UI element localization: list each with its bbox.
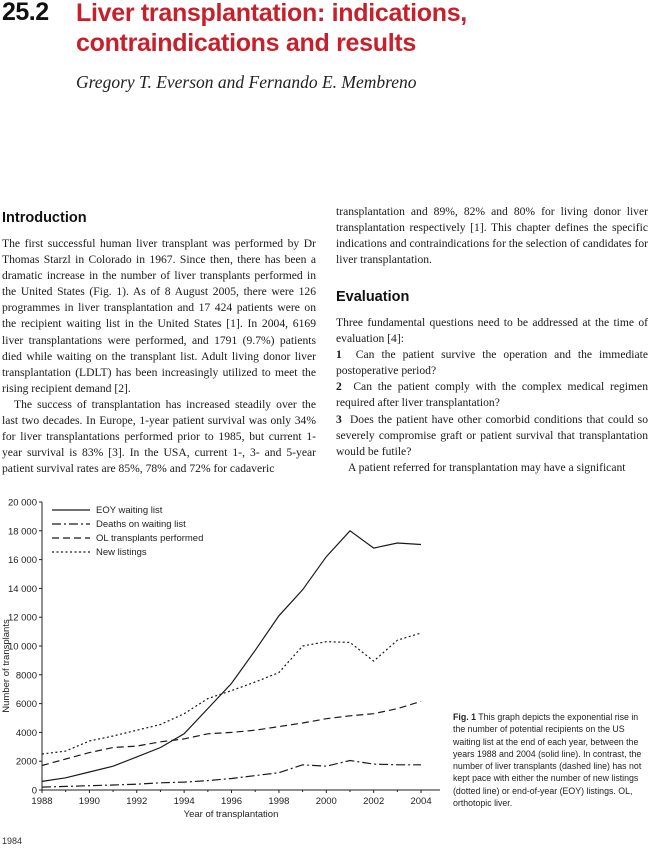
evaluation-last-paragraph: A patient referred for transplantation may have a significant <box>348 460 626 474</box>
question-1 <box>336 347 648 379</box>
right-column-top-text <box>336 204 648 268</box>
legend-label: New listings <box>96 547 147 558</box>
y-tick-label: 20 000 <box>7 497 37 509</box>
x-axis-label: Year of transplantation <box>183 809 279 820</box>
y-tick-label: 16 000 <box>7 555 37 567</box>
x-tick-label: 1992 <box>126 796 148 807</box>
evaluation-intro: Three fundamental questions need to be addressed at the time of evaluation [4]: <box>336 316 648 346</box>
figure-caption <box>453 711 649 809</box>
left-column-text <box>2 236 316 477</box>
series-line-ol-transplants-performed <box>42 701 421 765</box>
chapter-title <box>76 0 467 58</box>
x-tick-label: 1988 <box>31 796 53 807</box>
legend-label: Deaths on waiting list <box>96 519 186 530</box>
chapter-title-line-2: contraindications and results <box>76 29 416 57</box>
y-tick-label: 4000 <box>15 727 37 739</box>
authors: Gregory T. Everson and Fernando E. Membreno <box>76 72 417 92</box>
y-tick-label: 8000 <box>15 670 37 682</box>
section-heading-evaluation: Evaluation <box>336 289 410 305</box>
question-3-number: 3 <box>336 412 342 426</box>
question-2 <box>336 379 648 411</box>
x-tick-label: 2002 <box>363 796 385 807</box>
series-line-eoy-waiting-list <box>42 531 421 782</box>
transplant-trends-chart <box>0 495 450 825</box>
continued-paragraph: transplantation and 89%, 82% and 80% for living donor liver transplantation respectively [1]. This chapter defines the specific indications and contraindications for the selection of candidates for liver transplantation. <box>336 205 648 267</box>
legend-label: EOY waiting list <box>96 505 163 516</box>
y-tick-label: 6000 <box>15 699 37 711</box>
x-tick-label: 2000 <box>315 796 337 807</box>
x-tick-label: 1996 <box>220 796 243 807</box>
legend-label: OL transplants performed <box>96 533 204 544</box>
figure-label: Fig. 1 <box>453 712 476 722</box>
intro-paragraph-2: The success of transplantation has increased steadily over the last two decades. In Europe, 1-year patient survival was only 34% for liver transplantations performed prior to 1985, but current 1-year survival is 83% [3]. In the USA, current 1-, 3- and 5-year patient survival rates are 85%, 78% and 72% for cadaveric <box>2 397 316 476</box>
y-tick-label: 2000 <box>15 756 37 768</box>
question-3-text: Does the patient have other comorbid conditions that could so severely compromise graft or patient survival that transplantation would be futile? <box>336 412 648 458</box>
x-tick-label: 1998 <box>268 796 290 807</box>
y-tick-label: 12 000 <box>7 612 37 624</box>
section-heading-introduction: Introduction <box>2 210 87 226</box>
series-line-new-listings <box>42 633 421 754</box>
y-axis-label: Number of transplants <box>1 619 12 713</box>
page-number: 1984 <box>2 836 23 846</box>
series-line-deaths-on-waiting-list <box>42 761 421 788</box>
x-tick-label: 1994 <box>173 796 195 807</box>
chapter-title-line-1: Liver transplantation: indications, <box>76 0 467 27</box>
y-tick-label: 10 000 <box>7 641 37 653</box>
y-tick-label: 14 000 <box>7 583 37 595</box>
y-tick-label: 0 <box>31 785 37 797</box>
question-2-text: Can the patient comply with the complex medical regimen required after liver transplantation? <box>336 380 648 410</box>
x-tick-label: 1990 <box>78 796 100 807</box>
figure-caption-text: This graph depicts the exponential rise in the number of potential recipients on the US waiting list at the end of each year, between the years 1988 and 2004 (solid line). In contrast, the number of liver transplants (dashed line) has not kept pace with either the number of new listings (dotted line) or end-of-year (EOY) listings. OL, orthotopic liver. <box>453 712 642 809</box>
y-tick-label: 18 000 <box>7 526 37 538</box>
intro-paragraph-1: The first successful human liver transplant was performed by Dr Thomas Starzl in Colorado in 1967. Since then, there has been a dramatic increase in the number of liver transplants performed in the United States (Fig. 1). As of 8 August 2005, there were 126 programmes in liver transplantation and 17 424 patients were on the recipient waiting list in the United States [1]. In 2004, 6169 liver transplantations were performed, and 1791 (9.7%) patients died while waiting on the transplant list. Adult living donor liver transplantation (LDLT) has been increasingly utilized to meet the rising recipient demand [2]. <box>2 237 316 395</box>
right-column-evaluation-text <box>336 315 648 476</box>
question-2-number: 2 <box>336 380 342 394</box>
x-tick-label: 2004 <box>410 796 432 807</box>
question-1-text: Can the patient survive the operation and the immediate postoperative period? <box>336 348 648 378</box>
chapter-number: 25.2 <box>2 0 49 26</box>
question-1-number: 1 <box>336 348 342 362</box>
question-3 <box>336 412 648 460</box>
